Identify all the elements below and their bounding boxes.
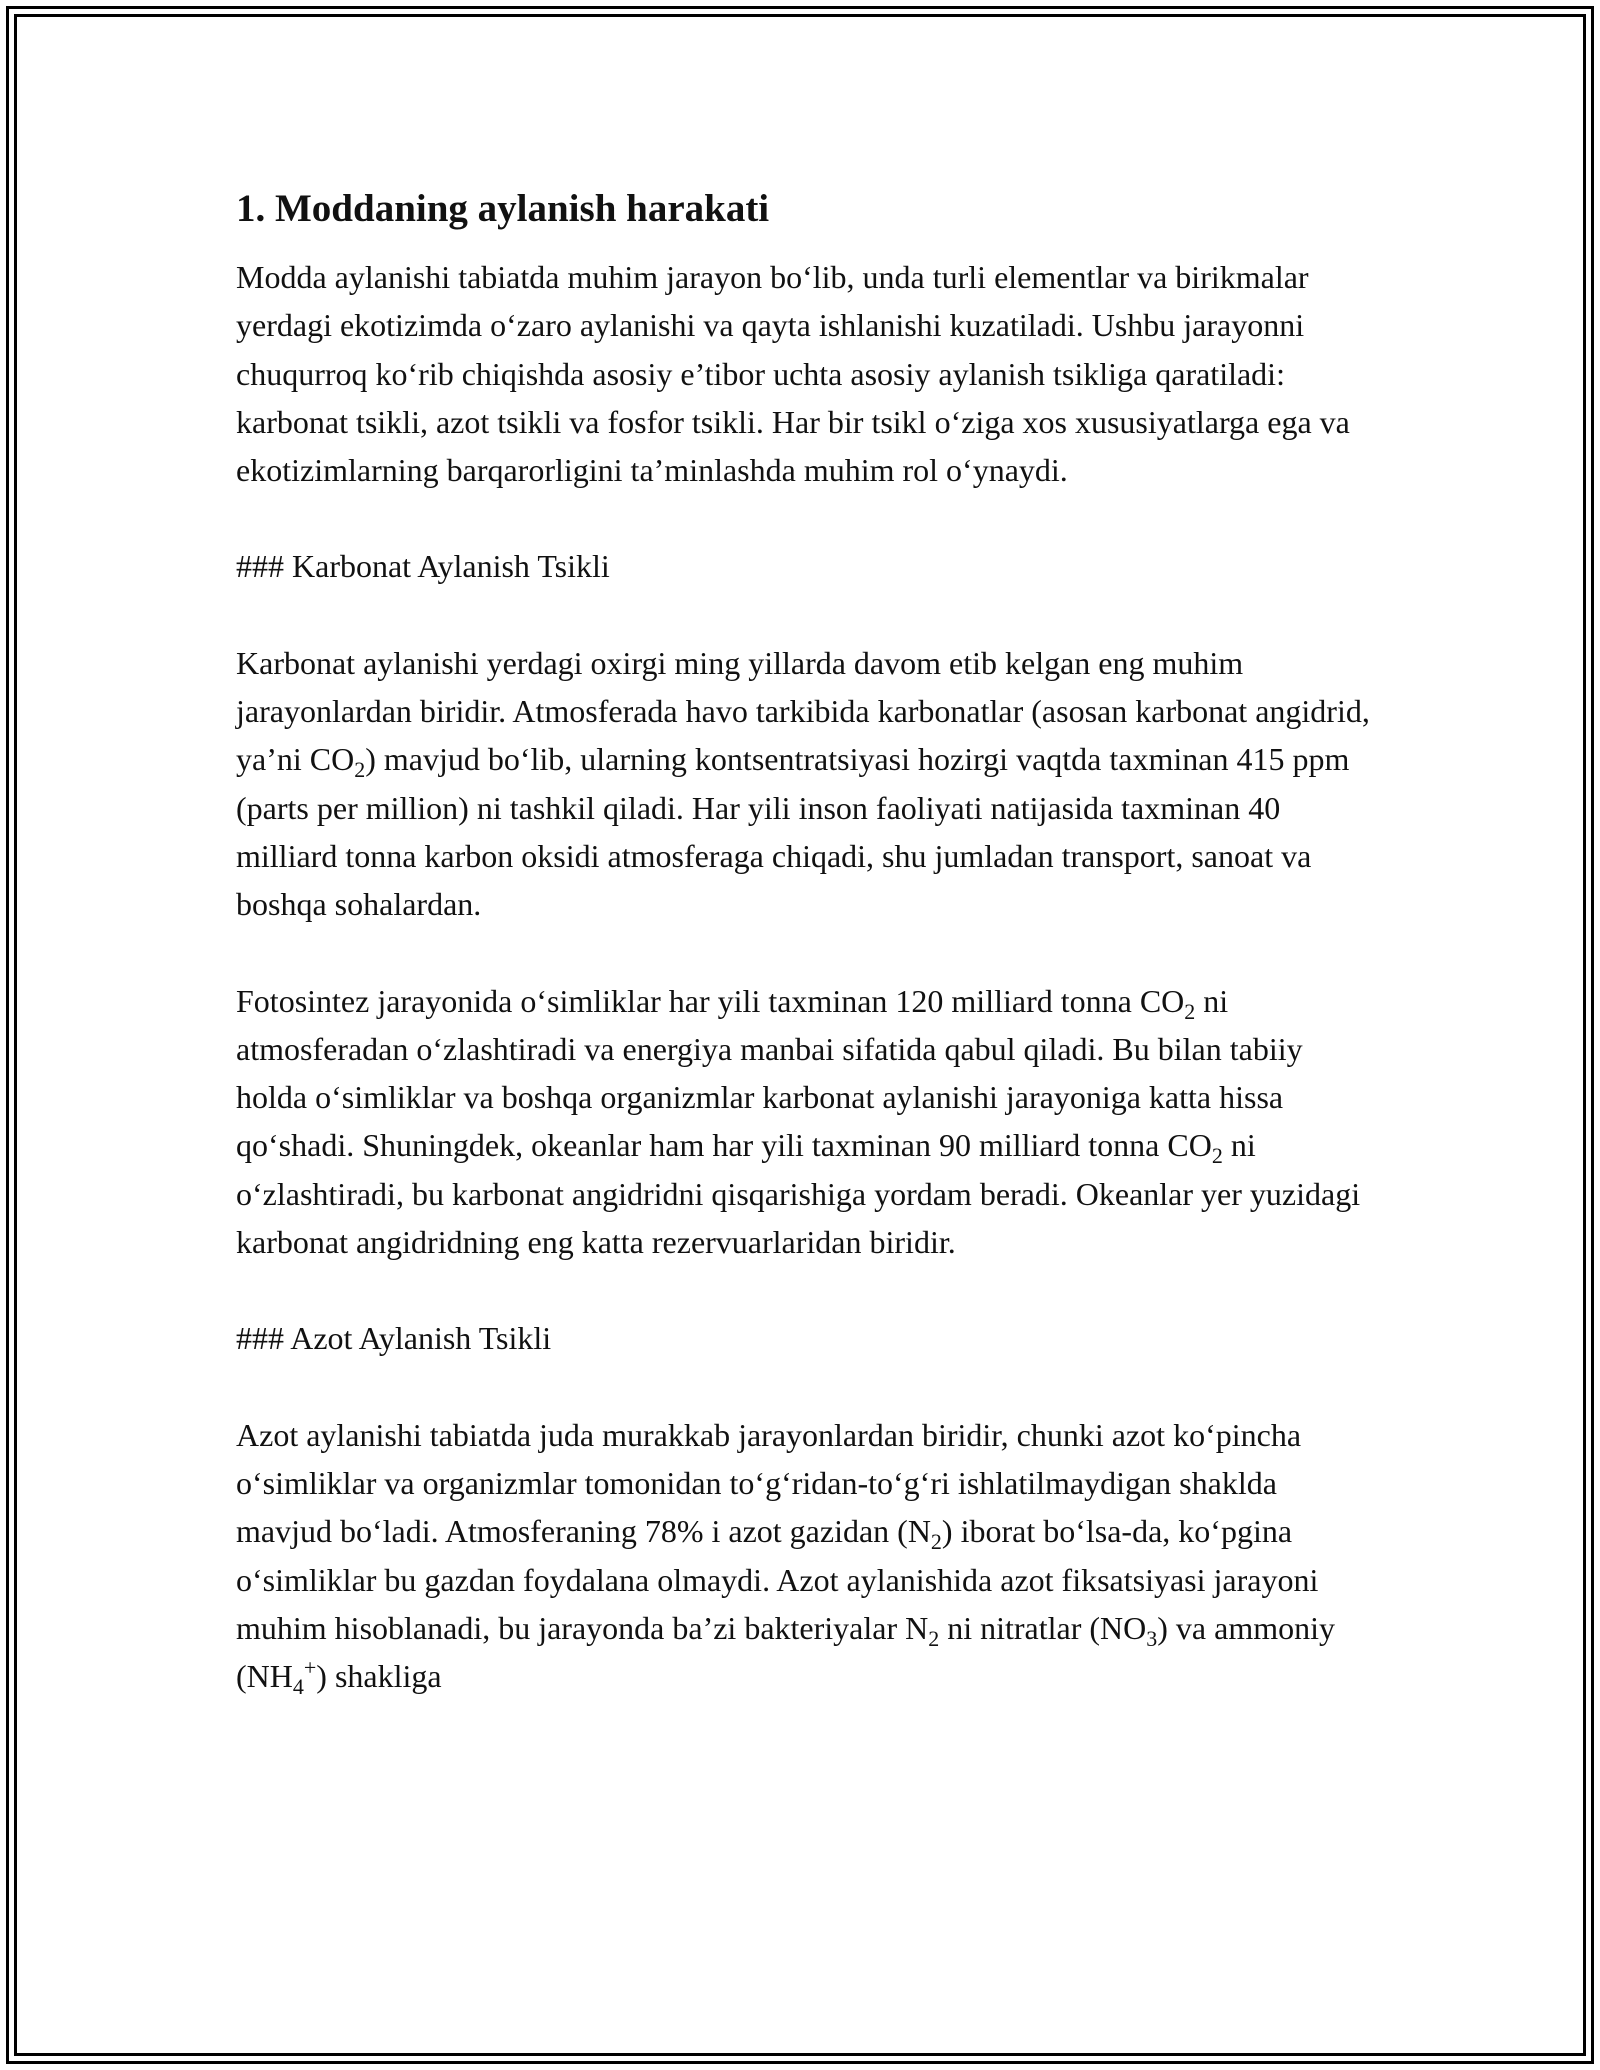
text-run: ni nitratlar (NO	[939, 1609, 1147, 1646]
subscript: 2	[928, 1625, 940, 1651]
nitrogen-cycle-heading: ### Azot Aylanish Tsikli	[236, 1320, 552, 1357]
text-run: ni atmosferadan o‘zlashtiradi va energiya manbai sifatida qabul qiladi. Bu bilan tabiiy holda o‘simliklar va boshqa organizmlar karbonat aylanishi jarayoniga katta hissa qo‘shadi. Shuningdek, okeanlar ham har yili taxminan 90 milliard tonna CO	[236, 982, 1303, 1164]
carbon-cycle-heading: ### Karbonat Aylanish Tsikli	[236, 548, 610, 585]
subscript: 2	[1211, 1143, 1223, 1169]
text-run: ) shakliga	[316, 1658, 442, 1695]
text-run: ) va ammoniy (NH	[236, 1609, 1335, 1695]
text-run: ) mavjud bo‘lib, ularning kontsentratsiyasi hozirgi vaqtda taxminan 415 ppm (parts per million) ni tashkil qiladi. Har yili inson faoliyati natijasida taxminan 40 milliard tonna karbon oksidi atmosferaga chiqadi, shu jumladan transport, sanoat va boshqa sohalardan.	[236, 741, 1350, 923]
carbon-paragraph-2	[236, 977, 1376, 1267]
text-run: Karbonat aylanishi yerdagi oxirgi ming yillarda davom etib kelgan eng muhim jarayonlardan biridir. Atmosferada havo tarkibida karbonatlar (asosan karbonat angidrid, ya’ni CO	[236, 644, 1370, 778]
text-run: Azot aylanishi tabiatda juda murakkab jarayonlardan biridir, chunki azot ko‘pincha o‘simliklar va organizmlar tomonidan to‘g‘ridan-to‘g‘ri ishlatilmaydigan shaklda mavjud bo‘ladi. Atmosferaning 78% i azot gazidan (N	[236, 1416, 1302, 1550]
nitrogen-paragraph-1	[236, 1411, 1376, 1701]
carbon-paragraph-1	[236, 639, 1376, 929]
document-body	[236, 185, 1376, 1748]
intro-paragraph: Modda aylanishi tabiatda muhim jarayon bo‘lib, unda turli elementlar va birikmalar yerdagi ekotizimda o‘zaro aylanishi va qayta ishlanishi kuzatiladi. Ushbu jarayonni chuqurroq ko‘rib chiqishda asosiy e’tibor uchta asosiy aylanish tsikliga qaratiladi: karbonat tsikli, azot tsikli va fosfor tsikli. Har bir tsikl o‘ziga xos xususiyatlarga ega va ekotizimlarning barqarorligini ta’minlashda muhim rol o‘ynaydi.	[236, 259, 1350, 489]
subscript: 2	[354, 757, 366, 783]
subscript: 2	[930, 1529, 942, 1555]
subscript: 3	[1146, 1625, 1158, 1651]
section-title: 1. Moddaning aylanish harakati	[236, 187, 770, 230]
subscript: 2	[1184, 998, 1196, 1024]
text-run: Fotosintez jarayonida o‘simliklar har yili taxminan 120 milliard tonna CO	[236, 982, 1185, 1019]
subscript: 4	[292, 1674, 304, 1700]
superscript: +	[303, 1655, 317, 1681]
text-run: ni o‘zlashtiradi, bu karbonat angidridni qisqarishiga yordam beradi. Okeanlar yer yuzidagi karbonat angidridning eng katta rezervuarlaridan biridir.	[236, 1127, 1361, 1261]
text-run: ) iborat bo‘lsa-da, ko‘pgina o‘simliklar bu gazdan foydalana olmaydi. Azot aylanishida azot fiksatsiyasi jarayoni muhim hisoblanadi, bu jarayonda ba’zi bakteriyalar N	[236, 1513, 1319, 1646]
